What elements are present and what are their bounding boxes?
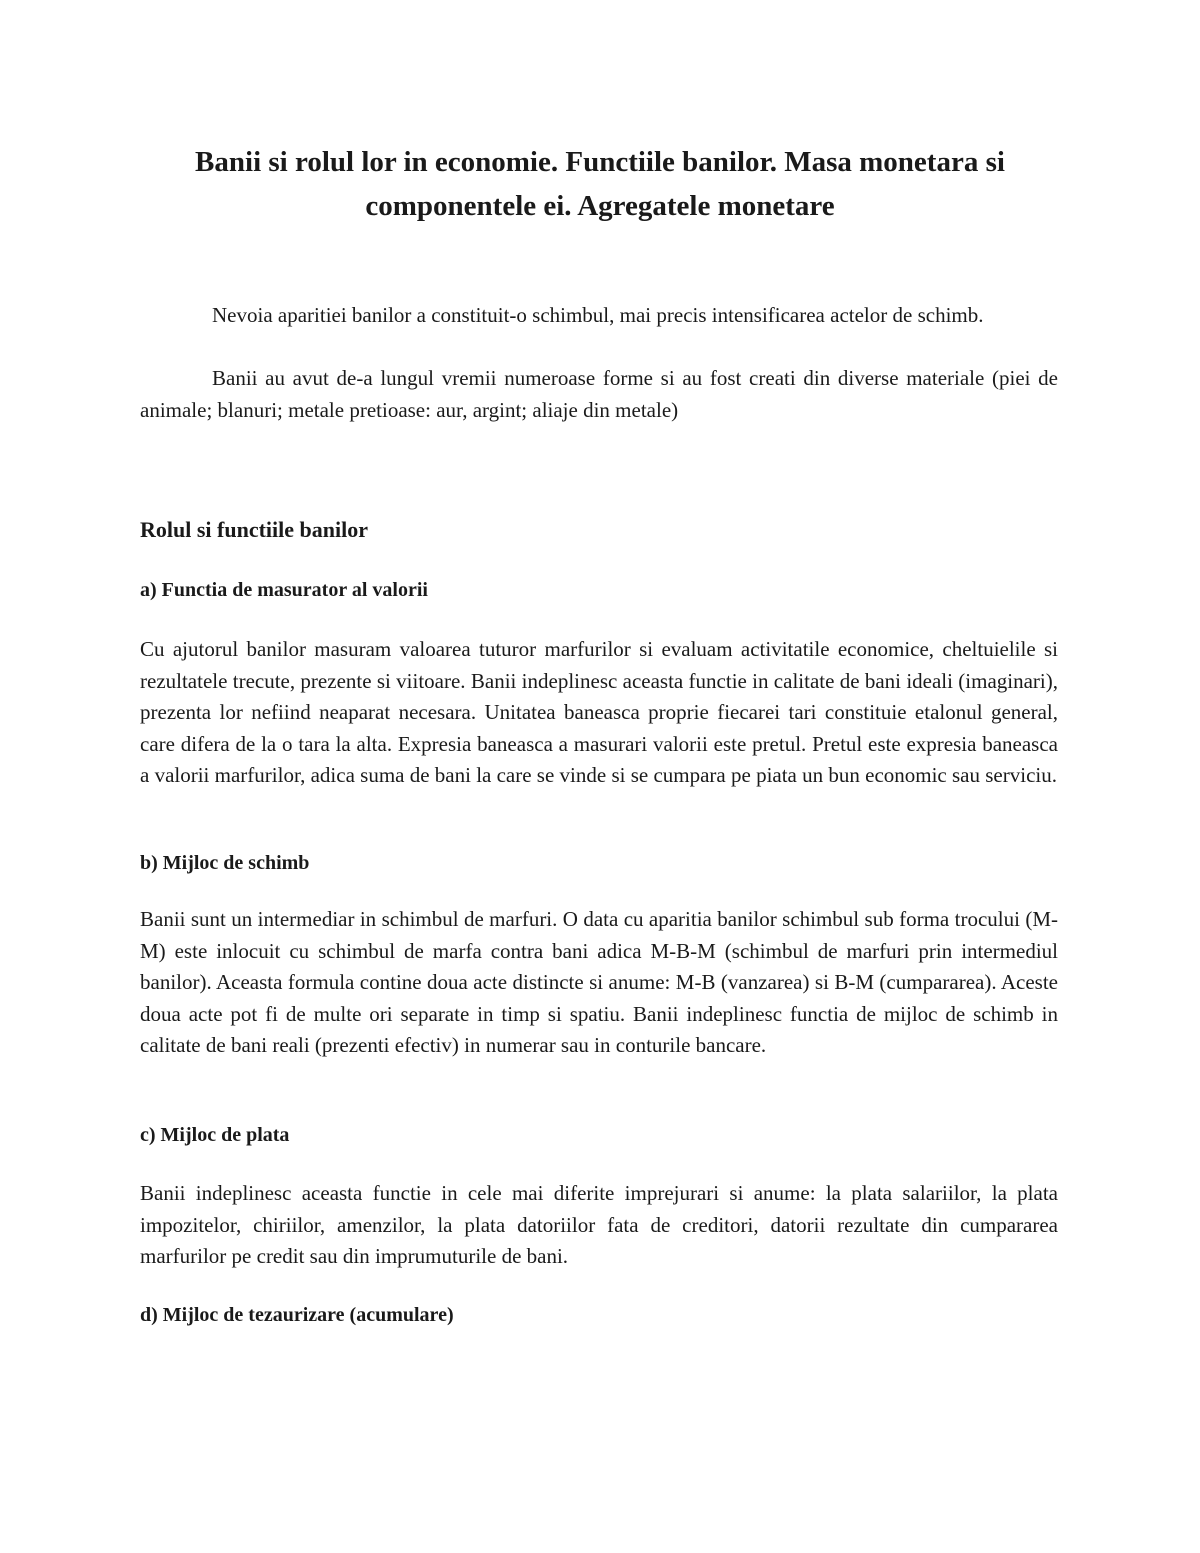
function-c-text: Banii indeplinesc aceasta functie in cele mai diferite imprejurari si anume: la plata salariilor, la plata impozitelor, chiriilor, amenzilor, la plata datoriilor fata de creditori, datorii rezultate din cumpararea marfurilor pe credit sau din imprumuturile de bani. bbox=[140, 1181, 1058, 1268]
function-a-text: Cu ajutorul banilor masuram valoarea tuturor marfurilor si evaluam activitatile economice, cheltuielile si rezultatele trecute, prezente si viitoare. Banii indeplinesc aceasta functie in calitate de bani ideali (imaginari), prezenta lor nefiind neaparat necesara. Unitatea baneasca proprie fiecarei tari constituie etalonul general, care difera de la o tara la alta. Expresia baneasca a masurari valorii este pretul. Pretul este expresia baneasca a valorii marfurilor, adica suma de bani la care se vinde si se cumpara pe piata un bun economic sau serviciu. bbox=[140, 637, 1058, 787]
function-c-heading: c) Mijloc de plata bbox=[140, 1124, 290, 1146]
function-b-heading: b) Mijloc de schimb bbox=[140, 852, 310, 874]
function-a-heading: a) Functia de masurator al valorii bbox=[140, 579, 428, 601]
function-b-text: Banii sunt un intermediar in schimbul de marfuri. O data cu aparitia banilor schimbul sub forma trocului (M-M) este inlocuit cu schimbul de marfa contra bani adica M-B-M (schimbul de marfuri prin intermediul banilor). Aceasta formula contine doua acte distincte si anume: M-B (vanzarea) si B-M (cumpararea). Aceste doua acte pot fi de multe ori separate in timp si spatiu. Banii indeplinesc functia de mijloc de schimb in calitate de bani reali (prezenti efectiv) in numerar sau in conturile bancare. bbox=[140, 907, 1058, 1057]
section-heading: Rolul si functiile banilor bbox=[140, 517, 368, 542]
document-title: Banii si rolul lor in economie. Functiile banilor. Masa monetara si componentele ei. Agregatele monetare bbox=[195, 146, 1005, 222]
intro-paragraph-2: Banii au avut de-a lungul vremii numeroase forme si au fost creati din diverse materiale (piei de animale; blanuri; metale pretioase: aur, argint; aliaje din metale) bbox=[140, 366, 1058, 422]
intro-paragraph-1: Nevoia aparitiei banilor a constituit-o schimbul, mai precis intensificarea actelor de schimb. bbox=[212, 303, 984, 327]
function-d-heading: d) Mijloc de tezaurizare (acumulare) bbox=[140, 1304, 454, 1326]
